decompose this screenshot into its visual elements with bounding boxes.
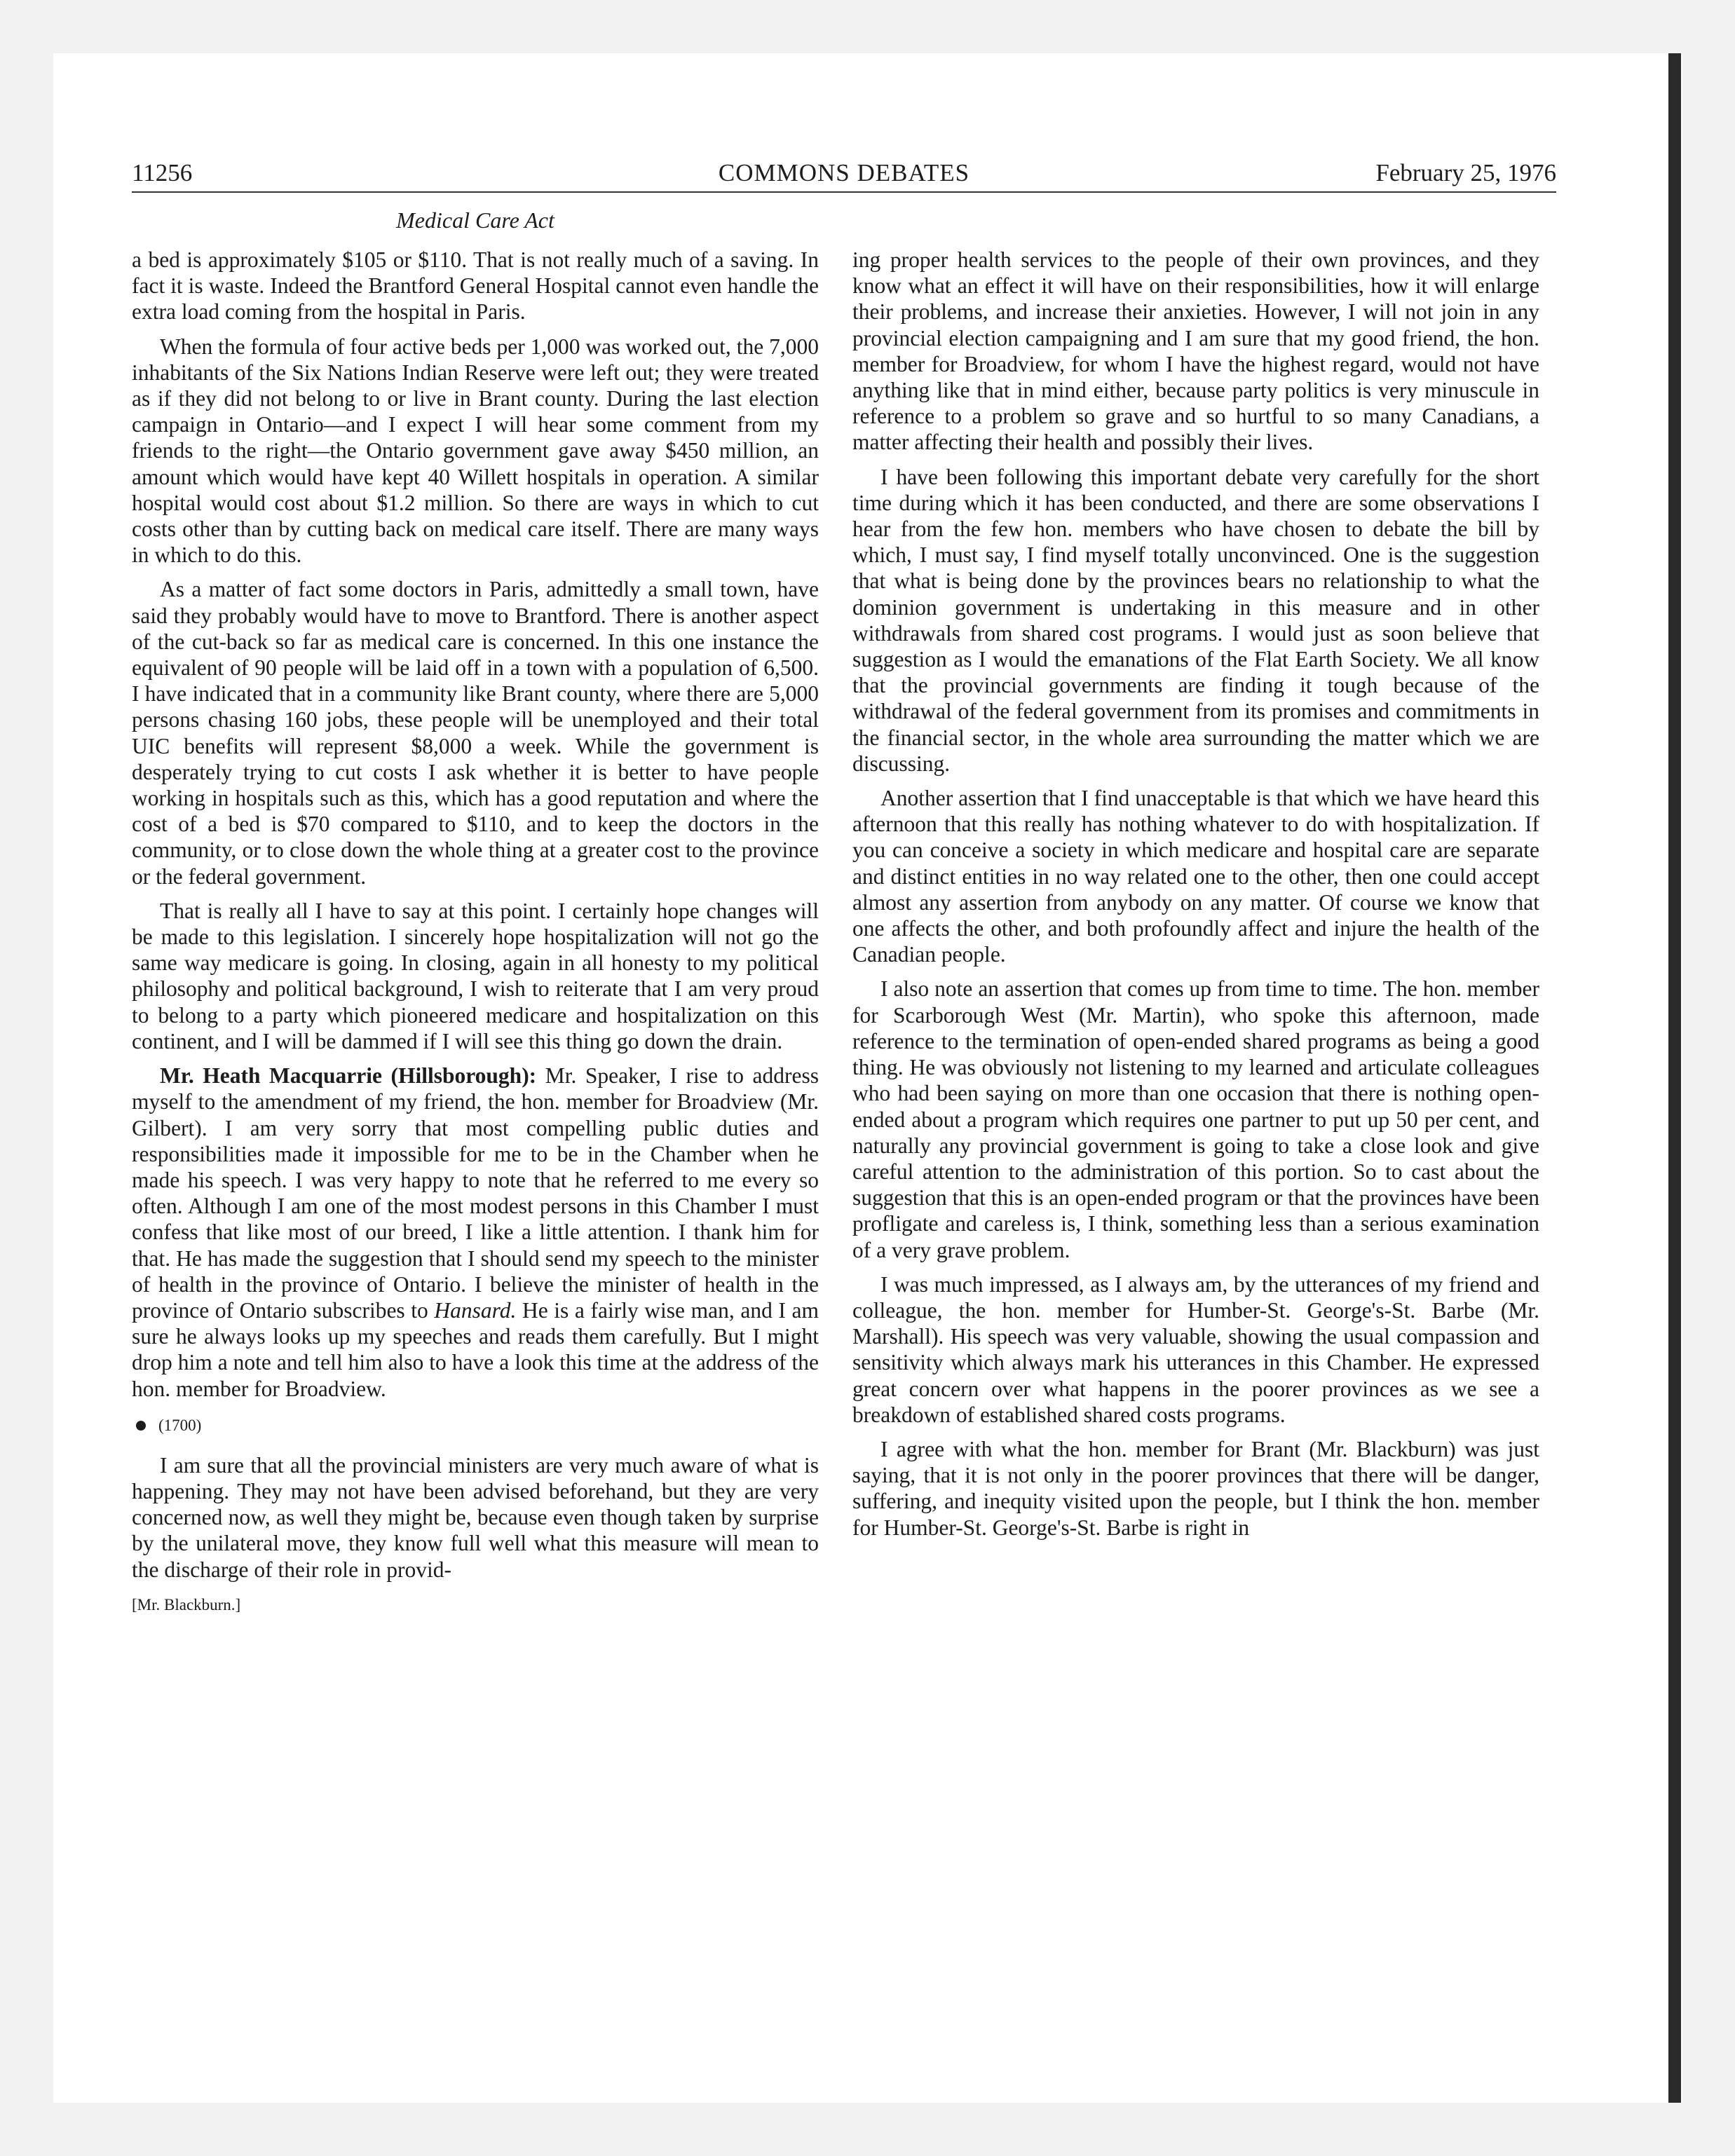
paragraph: When the formula of four active beds per 1,000 was worked out, the 7,000 inhabitants of the Six Nations Indian Reserve were left out; they were treated as if they did not belong to or live in Brant county. During the last election campaign in Ontario—and I expect I will hear some comment from my friends to the right—the Ontario government gave away $450 million, an amount which would have kept 40 Willett hospitals in operation. A similar hospital would cost about $1.2 million. So there are ways in which to cut costs other than by cutting back on medical care itself. There are many ways in which to do this. — [132, 334, 819, 568]
speaker-name: Mr. Heath Macquarrie (Hillsborough): — [160, 1063, 537, 1089]
speech-text: Mr. Speaker, I rise to address myself to the amendment of my friend, the hon. member for Broadview (Mr. Gilbert). I am very sorry that most compelling public duties and responsibilities made it impossible for me to be in the Chamber when he made his speech. I was very happy to note that he referred to me every so often. Although I am one of the most modest persons in this Chamber I must confess that like most of our breed, I like a little attention. I thank him for that. He has made the suggestion that I should send my speech to the minister of health in the province of Ontario. I believe the minister of health in the province of Ontario subscribes to — [132, 1063, 819, 1323]
paragraph: I agree with what the hon. member for Brant (Mr. Blackburn) was just saying, that it is not only in the poorer provinces that there will be danger, suffering, and inequity visited upon the people, but I think the hon. member for Humber-St. George's-St. Barbe is right in — [852, 1436, 1539, 1540]
paragraph: a bed is approximately $105 or $110. That is not really much of a saving. In fact it is waste. Indeed the Brantford General Hospital cannot even handle the extra load coming from the hospital in Paris. — [132, 247, 819, 325]
publication-title: COMMONS DEBATES — [718, 159, 970, 186]
paragraph: That is really all I have to say at this point. I certainly hope changes will be made to this legislation. I sincerely hope hospitalization will not go the same way medicare is going. In closing, again in all honesty to my political philosophy and political background, I wish to reiterate that I am very proud to belong to a party which pioneered medicare and hospitalization on this continent, and I will be dammed if I will see this thing go down the drain. — [132, 898, 819, 1053]
time-marker — [132, 1410, 819, 1441]
paragraph: I also note an assertion that comes up from time to time. The hon. member for Scarborough West (Mr. Martin), who spoke this afternoon, made reference to the termination of open-ended shared programs as being a good thing. He was obviously not listening to my learned and articulate colleagues who had been saying on more than one occasion that there is nothing open-ended about a program which requires one partner to put up 50 per cent, and naturally any provincial government is going to take a close look and give careful attention to the administration of this portion. So to cast about the suggestion that this is an open-ended program or that the provinces have been profligate and careless is, I think, something less than a serious examination of a very grave problem. — [852, 976, 1539, 1262]
bullet-icon — [136, 1421, 146, 1431]
running-header — [132, 156, 1556, 191]
page-edge-shadow — [1668, 53, 1681, 2103]
paragraph: I was much impressed, as I always am, by the utterances of my friend and colleague, the hon. member for Humber-St. George's-St. Barbe (Mr. Marshall). His speech was very valuable, showing the usual compassion and sensitivity which always mark his utterances in this Chamber. He expressed great concern over what happens in the poorer provinces as we see a breakdown of established shared costs programs. — [852, 1271, 1539, 1427]
paragraph: As a matter of fact some doctors in Paris, admittedly a small town, have said they probably would have to move to Brantford. There is another aspect of the cut-back so far as medical care is concerned. In this one instance the equivalent of 90 people will be laid off in a town with a population of 6,500. I have indicated that in a community like Brant county, where there are 5,000 persons chasing 160 jobs, these people will be unemployed and their total UIC benefits will represent $8,000 a week. While the government is desperately trying to cut costs I ask whether it is better to have people working in hospitals such as this, which has a good reputation and where the cost of a bed is $70 compared to $110, and to keep the doctors in the community, or to close down the whole thing at a greater cost to the province or the federal government. — [132, 577, 819, 889]
page-number: 11256 — [132, 159, 193, 186]
paragraph: I have been following this important debate very carefully for the short time during which it has been conducted, and there are some observations I hear from the few hon. members who have chosen to debate the bill by which, I must say, I find myself totally unconvinced. One is the suggestion that what is being done by the provinces bears no relationship to what the dominion government is undertaking in this measure and in other withdrawals from shared cost programs. I would just as soon believe that suggestion as I would the emanations of the Flat Earth Society. We all know that the provincial governments are finding it tough because of the withdrawal of the federal government from its promises and commitments in the financial sector, in the whole area surrounding the matter which we are discussing. — [852, 464, 1539, 776]
paragraph: ing proper health services to the people of their own provinces, and they know what an effect it will have on their responsibilities, how it will enlarge their problems, and increase their anxieties. However, I will not join in any provincial election campaigning and I am sure that my good friend, the hon. member for Broadview, for whom I have the highest regard, would not have anything like that in mind either, because party politics is very minuscule in reference to a problem so grave and so hurtful to so many Canadians, a matter affecting their health and possibly their lives. — [852, 247, 1539, 455]
paragraph: Another assertion that I find unacceptable is that which we have heard this afternoon that this really has nothing whatever to do with hospitalization. If you can conceive a society in which medicare and hospital care are separate and distinct entities in no way related one to the other, then one could accept almost any assertion from anybody on any matter. Of course we know that one affects the other, and both profoundly affect and injure the health of the Canadian people. — [852, 786, 1539, 967]
hansard-italic: Hansard. — [434, 1297, 517, 1323]
left-column — [132, 247, 819, 1619]
speaker-footnote: [Mr. Blackburn.] — [132, 1595, 241, 1613]
subject-heading: Medical Care Act — [396, 207, 554, 233]
time-marker-text: (1700) — [158, 1416, 202, 1434]
speech-text: He is a fairly wise man, and I am sure he always looks up my speeches and reads them carefully. But I might drop him a note and tell him also to have a look this time at the address of the hon. member for Broadview. — [132, 1297, 819, 1401]
paragraph: I am sure that all the provincial ministers are very much aware of what is happening. They may not have been advised beforehand, but they are very concerned now, as well they might be, because even though taken by surprise by the unilateral move, they know full well what this measure will mean to the discharge of their role in provid- — [132, 1452, 819, 1582]
right-column — [852, 247, 1539, 1549]
header-date: February 25, 1976 — [1375, 159, 1556, 186]
speech-paragraph — [132, 1063, 819, 1402]
header-rule — [132, 191, 1556, 193]
